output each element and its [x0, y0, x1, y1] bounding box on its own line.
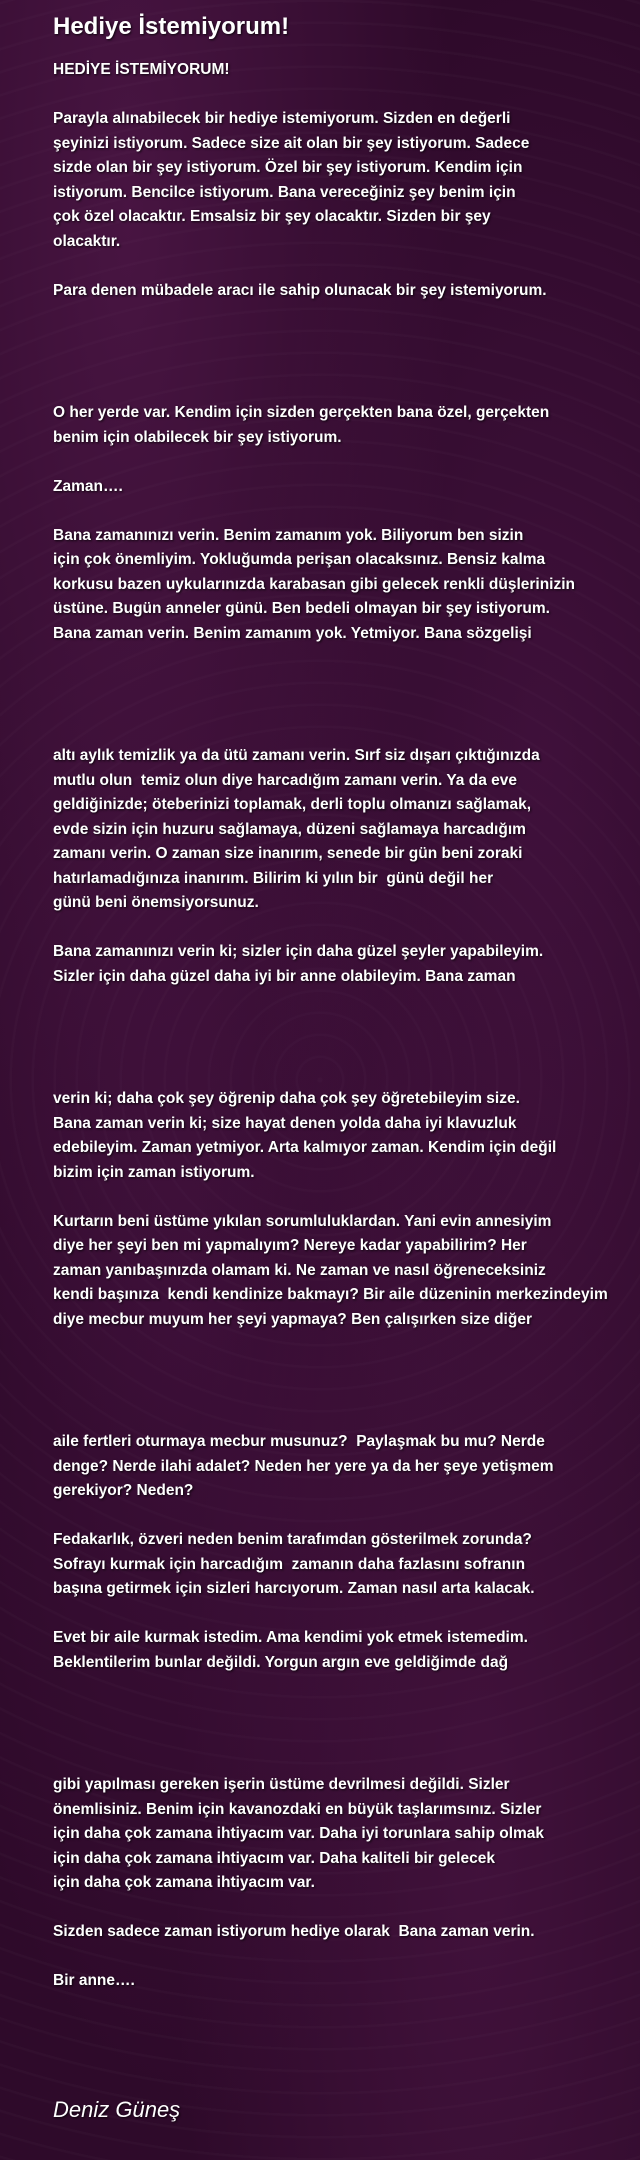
poem-line: Bana zamanınızı verin. Benim zamanım yok. Biliyorum ben sizin — [53, 526, 524, 544]
poem-line — [53, 1724, 633, 1749]
poem-line — [53, 989, 633, 1014]
poem-line: Para denen mübadele aracı ile sahip olunacak bir şey istemiyorum. — [53, 281, 547, 299]
poem-line: Parayla alınabilecek bir hediye istemiyorum. Sizden en değerli — [53, 110, 511, 127]
poem-line — [53, 254, 633, 279]
poem-line: diye her şeyi ben mi yapmalıyım? Nereye kadar yapabilirim? Her — [53, 1237, 527, 1254]
poem-line: aile fertleri oturmaya mecbur musunuz? Paylaşmak bu mu? Nerde — [53, 1433, 545, 1450]
poem-line — [53, 1038, 633, 1063]
poem-line: evde sizin için huzuru sağlamaya, düzeni sağlamaya harcadığım — [53, 820, 526, 838]
poem-line — [53, 1504, 633, 1529]
poem-line — [53, 1185, 633, 1210]
poem-line — [53, 1357, 633, 1382]
poem-line — [53, 1896, 633, 1921]
poem-line — [53, 1381, 633, 1406]
poem-line: Sizden sadece zaman istiyorum hediye olarak Bana zaman verin. — [53, 1923, 535, 1940]
poem-line: altı aylık temizlik ya da ütü zamanı verin. Sırf siz dışarı çıktığınızda — [53, 747, 540, 764]
poem-container — [53, 12, 633, 1994]
poem-line: şeyinizi istiyorum. Sadece size ait olan bir şey istiyorum. Sadece — [53, 134, 530, 152]
poem-line: HEDİYE İSTEMİYORUM! — [53, 61, 230, 78]
poem-line — [53, 646, 633, 671]
poem-line: gerekiyor? Neden? — [53, 1482, 194, 1499]
poem-line: sizde olan bir şey istiyorum. Özel bir şey istiyorum. Kendim için — [53, 159, 523, 176]
poem-line — [53, 1602, 633, 1627]
poem-line — [53, 1063, 633, 1088]
poem-line — [53, 83, 633, 108]
poem-line: bizim için zaman istiyorum. — [53, 1163, 255, 1181]
poem-line: istiyorum. Bencilce istiyorum. Bana vereceğiniz şey benim için — [53, 183, 516, 201]
poem-line: zamanı verin. O zaman size inanırım, senede bir gün beni zoraki — [53, 845, 523, 862]
poem-line: benim için olabilecek bir şey istiyorum. — [53, 428, 342, 446]
poem-line — [53, 499, 633, 524]
poem-line: için daha çok zamana ihtiyacım var. Daha kaliteli bir gelecek — [53, 1849, 495, 1867]
poem-line: edebileyim. Zaman yetmiyor. Arta kalmıyor zaman. Kendim için değil — [53, 1139, 557, 1156]
poem-line: mutlu olun temiz olun diye harcadığım zamanı verin. Ya da eve — [53, 771, 517, 789]
poem-line: diye mecbur muyum her şeyi yapmaya? Ben çalışırken size diğer — [53, 1310, 532, 1328]
poem-line: Kurtarın beni üstüme yıkılan sorumluluklardan. Yani evin annesiyim — [53, 1212, 552, 1230]
poem-line: verin ki; daha çok şey öğrenip daha çok şey öğretebileyim size. — [53, 1090, 520, 1107]
poem-line: hatırlamadığınıza inanırım. Bilirim ki yılın bir günü değil her — [53, 869, 494, 887]
poem-line: Zaman…. — [53, 477, 123, 495]
poem-line: zaman yanıbaşınızda olamam ki. Ne zaman ve nasıl öğreneceksiniz — [53, 1261, 546, 1279]
poem-body — [53, 58, 633, 1994]
poem-line: olacaktır. — [53, 232, 121, 250]
poem-line: için daha çok zamana ihtiyacım var. Daha iyi torunlara sahip olmak — [53, 1825, 545, 1842]
poem-line — [53, 377, 633, 402]
poem-line — [53, 1332, 633, 1357]
poem-line: O her yerde var. Kendim için sizden gerçekten bana özel, gerçekten — [53, 404, 550, 421]
poem-line — [53, 916, 633, 941]
poem-line: üstüne. Bugün anneler günü. Ben bedeli olmayan bir şey istiyorum. — [53, 600, 550, 617]
poem-line — [53, 450, 633, 475]
poem-line: için daha çok zamana ihtiyacım var. — [53, 1874, 315, 1891]
poem-line: denge? Nerde ilahi adalet? Neden her yere ya da her şeye yetişmem — [53, 1457, 554, 1475]
poem-line — [53, 352, 633, 377]
poem-line — [53, 1749, 633, 1774]
poem-title: Hediye İstemiyorum! — [53, 13, 290, 40]
poem-line — [53, 303, 633, 328]
poem-line: Sofrayı kurmak için harcadığım zamanın daha fazlasını sofranın — [53, 1555, 526, 1573]
poem-line — [53, 1675, 633, 1700]
poem-line: önemlisiniz. Benim için kavanozdaki en büyük taşlarımsınız. Sizler — [53, 1800, 542, 1818]
poem-line: Bana zamanınızı verin ki; sizler için daha güzel şeyler yapabileyim. — [53, 943, 544, 960]
poem-line: Bana zaman verin. Benim zamanım yok. Yetmiyor. Bana sözgelişi — [53, 624, 532, 642]
poem-line: çok özel olacaktır. Emsalsiz bir şey olacaktır. Sizden bir şey — [53, 208, 491, 225]
poem-line: Beklentilerim bunlar değildi. Yorgun argın eve geldiğimde dağ — [53, 1653, 509, 1671]
poem-line — [53, 720, 633, 745]
poem-line: Sizler için daha güzel daha iyi bir anne olabileyim. Bana zaman — [53, 967, 516, 985]
poem-line — [53, 1014, 633, 1039]
poem-line: Bir anne…. — [53, 1972, 135, 1989]
poem-line: günü beni önemsiyorsunuz. — [53, 894, 259, 911]
poem-line: kendi başınıza kendi kendinize bakmayı? Bir aile düzeninin merkezindeyim — [53, 1286, 608, 1303]
poem-author: Deniz Güneş — [53, 2097, 181, 2122]
poem-line — [53, 671, 633, 696]
poem-line: için çok önemliyim. Yokluğumda perişan olacaksınız. Bensiz kalma — [53, 551, 546, 568]
poem-line — [53, 1406, 633, 1431]
poem-line — [53, 1700, 633, 1725]
poem-line: başına getirmek için sizleri harcıyorum. Zaman nasıl arta kalacak. — [53, 1580, 535, 1597]
poem-line: Evet bir aile kurmak istedim. Ama kendimi yok etmek istemedim. — [53, 1629, 528, 1646]
poem-line — [53, 695, 633, 720]
poem-line: geldiğinizde; öteberinizi toplamak, derli toplu olmanızı sağlamak, — [53, 796, 531, 813]
poem-line: Bana zaman verin ki; size hayat denen yolda daha iyi klavuzluk — [53, 1114, 517, 1132]
poem-line: gibi yapılması gereken işerin üstüme devrilmesi değildi. Sizler — [53, 1776, 510, 1793]
poem-line: Fedakarlık, özveri neden benim tarafımdan gösterilmek zorunda? — [53, 1531, 532, 1548]
poem-line — [53, 1945, 633, 1970]
poem-line: korkusu bazen uykularınızda karabasan gibi gelecek renkli düşlerinizin — [53, 575, 576, 593]
poem-line — [53, 328, 633, 353]
